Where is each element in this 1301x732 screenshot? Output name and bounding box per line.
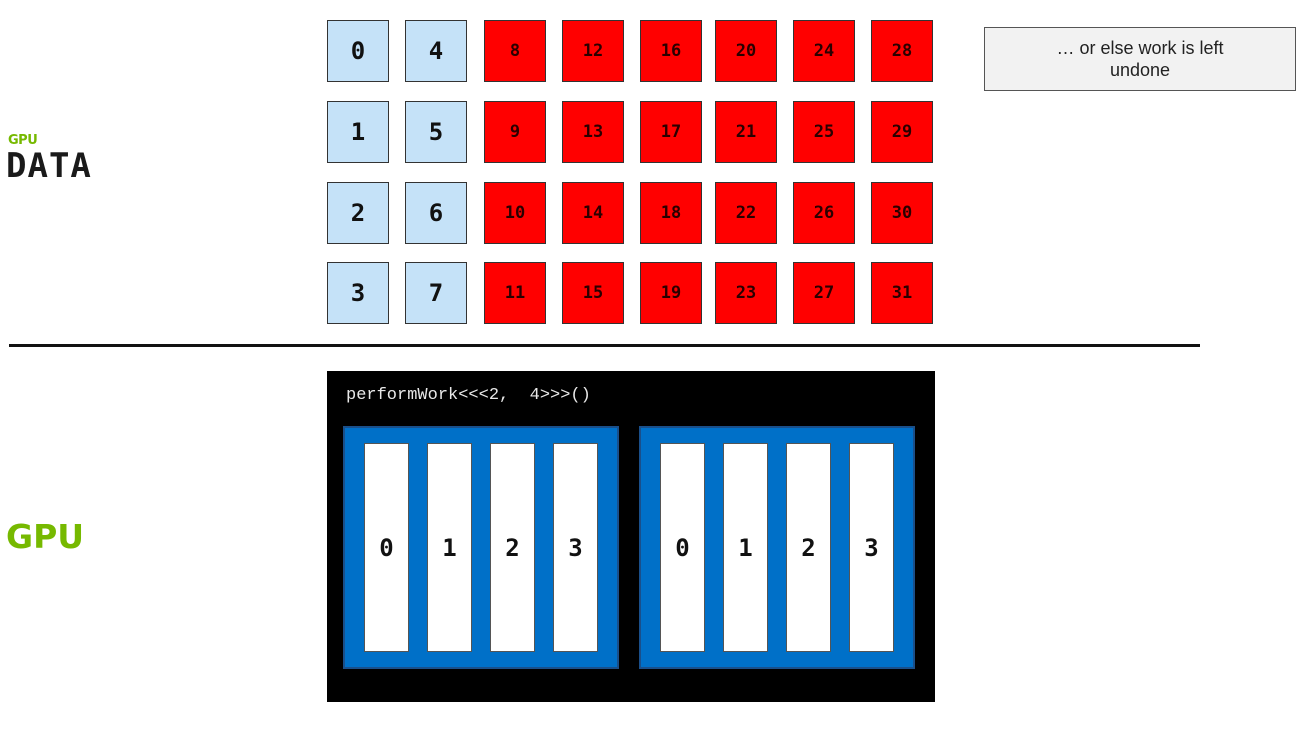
thread-block-1 [639, 426, 915, 669]
data-cell-processed: 4 [405, 20, 467, 82]
divider-line [9, 344, 1200, 347]
data-cell-processed: 3 [327, 262, 389, 324]
gpu-panel [327, 371, 935, 702]
data-cell-processed: 0 [327, 20, 389, 82]
data-cell-unprocessed: 18 [640, 182, 702, 244]
thread: 2 [490, 443, 535, 652]
data-cell-processed: 6 [405, 182, 467, 244]
data-cell-unprocessed: 20 [715, 20, 777, 82]
data-cell-processed: 1 [327, 101, 389, 163]
data-cell-unprocessed: 15 [562, 262, 624, 324]
thread-block-0 [343, 426, 619, 669]
data-cell-unprocessed: 22 [715, 182, 777, 244]
thread: 1 [427, 443, 472, 652]
data-cell-unprocessed: 24 [793, 20, 855, 82]
data-cell-unprocessed: 9 [484, 101, 546, 163]
data-cell-unprocessed: 29 [871, 101, 933, 163]
data-cell-unprocessed: 8 [484, 20, 546, 82]
data-cell-unprocessed: 27 [793, 262, 855, 324]
thread: 0 [364, 443, 409, 652]
data-cell-unprocessed: 26 [793, 182, 855, 244]
data-cell-unprocessed: 25 [793, 101, 855, 163]
data-cell-unprocessed: 10 [484, 182, 546, 244]
thread: 3 [849, 443, 894, 652]
gpu-label: GPU [6, 517, 85, 556]
thread: 1 [723, 443, 768, 652]
data-cell-unprocessed: 31 [871, 262, 933, 324]
data-cell-unprocessed: 30 [871, 182, 933, 244]
data-cell-unprocessed: 17 [640, 101, 702, 163]
data-cell-unprocessed: 23 [715, 262, 777, 324]
data-cell-unprocessed: 12 [562, 20, 624, 82]
gpu-data-superscript: GPU [8, 133, 38, 148]
data-cell-unprocessed: 19 [640, 262, 702, 324]
thread: 2 [786, 443, 831, 652]
data-cell-unprocessed: 14 [562, 182, 624, 244]
data-cell-processed: 7 [405, 262, 467, 324]
callout-box [984, 27, 1296, 91]
thread: 3 [553, 443, 598, 652]
thread: 0 [660, 443, 705, 652]
data-cell-processed: 5 [405, 101, 467, 163]
data-cell-unprocessed: 28 [871, 20, 933, 82]
data-cell-unprocessed: 13 [562, 101, 624, 163]
data-cell-unprocessed: 11 [484, 262, 546, 324]
data-label: DATA [6, 146, 92, 186]
callout-text: … or else work is left undone [1056, 38, 1224, 80]
data-cell-unprocessed: 21 [715, 101, 777, 163]
data-cell-unprocessed: 16 [640, 20, 702, 82]
kernel-launch-code: performWork<<<2, 4>>>() [346, 386, 591, 405]
data-cell-processed: 2 [327, 182, 389, 244]
